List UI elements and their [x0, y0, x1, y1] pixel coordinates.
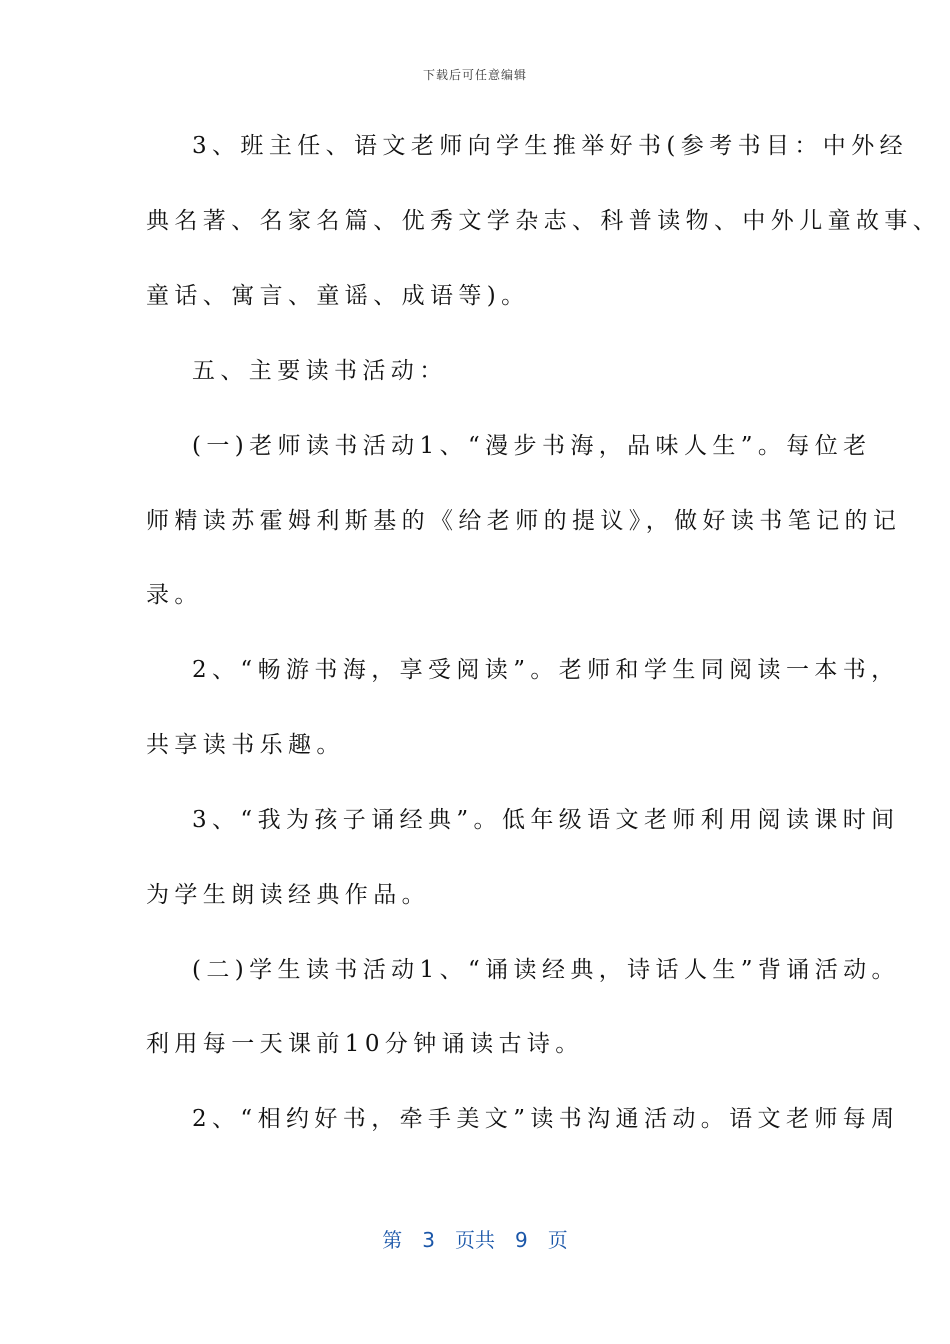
page-prefix: 第: [382, 1228, 403, 1252]
paragraph-line: 2、“畅游书海，享受阅读”。老师和学生同阅读一本书，: [192, 657, 900, 683]
paragraph-line: 3、“我为孩子诵经典”。低年级语文老师利用阅读课时间: [192, 807, 900, 833]
paragraph-line: 童话、寓言、童谣、成语等)。: [146, 283, 530, 309]
paragraph-line: (一)老师读书活动1、“漫步书海，品味人生”。每位老: [192, 433, 872, 459]
paragraph-line: 录。: [146, 582, 203, 608]
page-middle: 页共: [455, 1228, 495, 1252]
current-page-number: 3: [422, 1228, 435, 1252]
paragraph-line: 3、班主任、语文老师向学生推举好书(参考书目：中外经: [192, 133, 909, 159]
page-suffix: 页: [547, 1228, 568, 1252]
paragraph-line: (二)学生读书活动1、“诵读经典，诗话人生”背诵活动。: [192, 957, 900, 983]
paragraph-line: 师精读苏霍姆利斯基的《给老师的提议》，做好读书笔记的记: [146, 508, 902, 534]
section-heading: 五、主要读书活动：: [192, 358, 448, 384]
paragraph-line: 共享读书乐趣。: [146, 732, 345, 758]
total-pages-number: 9: [515, 1228, 528, 1252]
paragraph-line: 为学生朗读经典作品。: [146, 882, 430, 908]
paragraph-line: 2、“相约好书，牵手美文”读书沟通活动。语文老师每周: [192, 1106, 900, 1132]
header-note: 下载后可任意编辑: [422, 68, 527, 82]
paragraph-line: 典名著、名家名篇、优秀文学杂志、科普读物、中外儿童故事、: [146, 208, 942, 234]
paragraph-line: 利用每一天课前10分钟诵读古诗。: [146, 1031, 584, 1057]
page-footer: [0, 1224, 950, 1253]
